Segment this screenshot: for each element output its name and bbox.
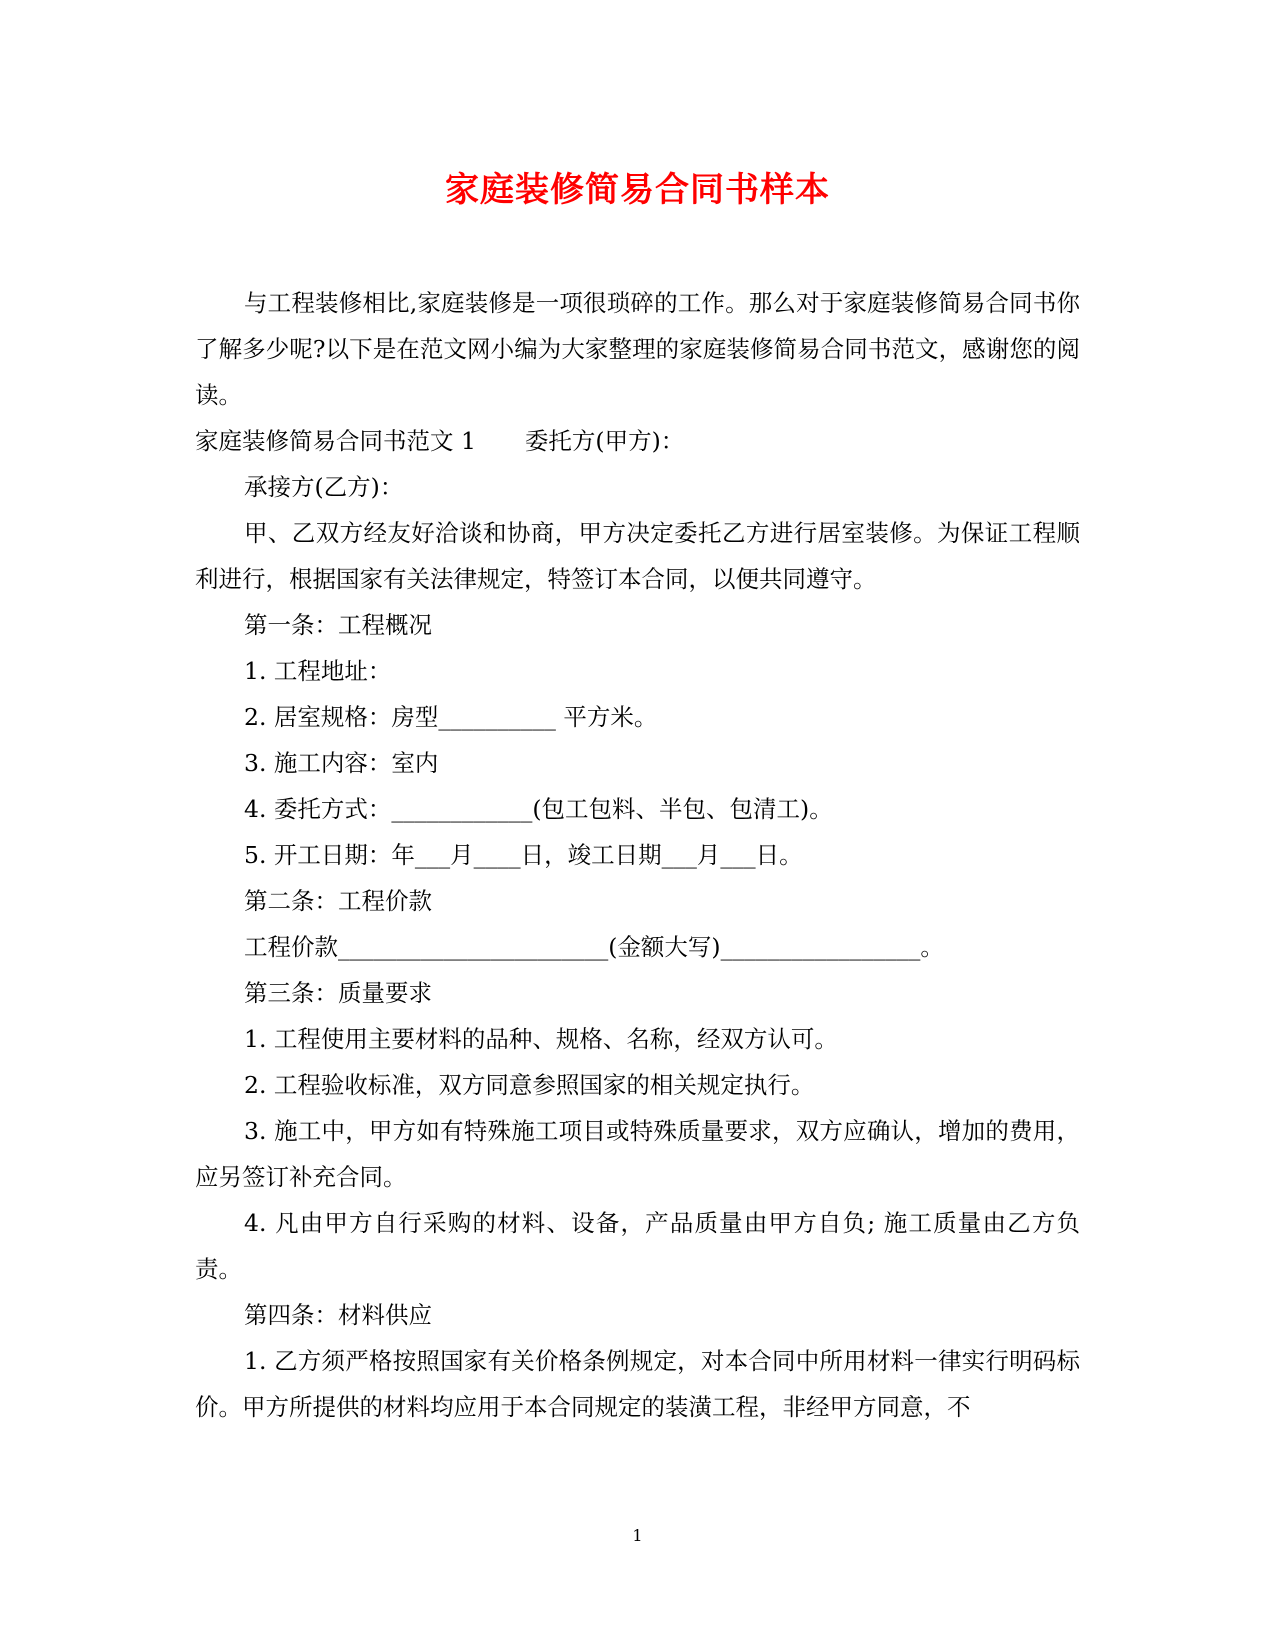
article-2-item: 工程价款_______________________(金额大写)_________________。 — [244, 933, 944, 961]
article-1-item: 2. 居室规格：房型__________ 平方米。 — [244, 703, 658, 731]
document-body — [195, 280, 1080, 1430]
article-1-item: 5. 开工日期：年___月____日，竣工日期___月___日。 — [244, 841, 803, 869]
article-3-item: 1. 工程使用主要材料的品种、规格、名称，经双方认可。 — [244, 1025, 838, 1053]
article-1-item: 3. 施工内容：室内 — [244, 749, 439, 777]
article-4-heading: 第四条：材料供应 — [244, 1301, 432, 1329]
article-4-item: 1. 乙方须严格按照国家有关价格条例规定，对本合同中所用材料一律实行明码标价。甲方所提供的材料均应用于本合同规定的装潢工程，非经甲方同意，不 — [195, 1347, 1080, 1421]
preamble-paragraph: 甲、乙双方经友好洽谈和协商，甲方决定委托乙方进行居室装修。为保证工程顺利进行，根据国家有关法律规定，特签订本合同，以便共同遵守。 — [195, 519, 1080, 593]
article-2-heading: 第二条：工程价款 — [244, 887, 432, 915]
article-3-item: 3. 施工中，甲方如有特殊施工项目或特殊质量要求，双方应确认，增加的费用，应另签订补充合同。 — [195, 1117, 1080, 1191]
article-1-item: 4. 委托方式：____________(包工包料、半包、包清工)。 — [244, 795, 833, 823]
party-a-label: 委托方(甲方)： — [524, 427, 685, 455]
document-title: 家庭装修简易合同书样本 — [445, 170, 830, 210]
party-b-label: 承接方(乙方)： — [244, 473, 404, 501]
intro-paragraph: 与工程装修相比,家庭装修是一项很琐碎的工作。那么对于家庭装修简易合同书你了解多少呢?以下是在范文网小编为大家整理的家庭装修简易合同书范文，感谢您的阅读。 — [195, 289, 1080, 409]
article-3-item: 2. 工程验收标准，双方同意参照国家的相关规定执行。 — [244, 1071, 815, 1099]
sample-heading-line — [195, 418, 1080, 464]
article-3-heading: 第三条：质量要求 — [244, 979, 432, 1007]
article-3-item: 4. 凡由甲方自行采购的材料、设备，产品质量由甲方自负; 施工质量由乙方负责。 — [195, 1209, 1080, 1283]
article-1-heading: 第一条：工程概况 — [244, 611, 432, 639]
sample-heading: 家庭装修简易合同书范文 1 — [195, 427, 476, 455]
article-1-item: 1. 工程地址： — [244, 657, 392, 685]
page-number: 1 — [632, 1526, 643, 1545]
